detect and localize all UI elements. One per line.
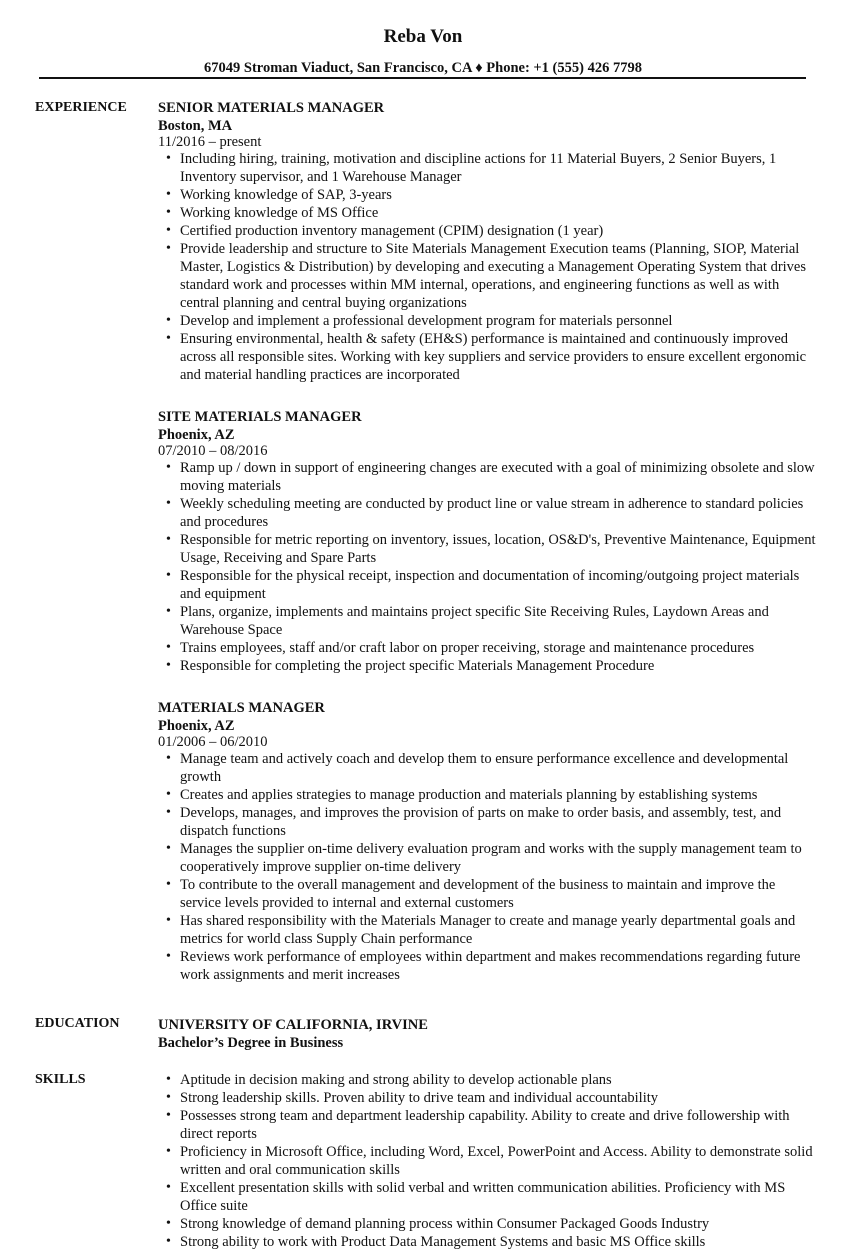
- job-duty: • Working knowledge of MS Office: [158, 204, 818, 222]
- skills-heading: SKILLS: [35, 1072, 86, 1087]
- job-title: MATERIALS MANAGER: [158, 700, 325, 716]
- job-duty: • Responsible for metric reporting on inventory, issues, location, OS&D's, Preventive Maintenance, Equipment Usage, Receiving and Spare Parts: [158, 531, 818, 567]
- contact-line: 67049 Stroman Viaduct, San Francisco, CA ♦ Phone: +1 (555) 426 7798: [204, 60, 642, 76]
- job-duties: [158, 459, 818, 675]
- job-duty: • Working knowledge of SAP, 3-years: [158, 186, 818, 204]
- job-duty: • Develops, manages, and improves the provision of parts on make to order basis, and assembly, test, and dispatch functions: [158, 804, 818, 840]
- job-duties: [158, 750, 818, 984]
- job-entry: [158, 699, 818, 984]
- job-duty: • Has shared responsibility with the Materials Manager to create and manage yearly departmental goals and metrics for world class Supply Chain performance: [158, 912, 818, 948]
- experience-heading: EXPERIENCE: [35, 100, 127, 115]
- job-duty: • Creates and applies strategies to manage production and materials planning by establishing systems: [158, 786, 818, 804]
- experience-list: [158, 99, 818, 984]
- job-duty: • Ensuring environmental, health & safety (EH&S) performance is maintained and continuously improved across all responsible sites. Working with key suppliers and service providers to ensure excellent ergonomic and material handling practices are incorporated: [158, 330, 818, 384]
- skill-item: • Excellent presentation skills with solid verbal and written communication abilities. Proficiency with MS Office suite: [158, 1179, 818, 1215]
- skill-item: • Strong ability to work with Product Data Management Systems and basic MS Office skills: [158, 1233, 818, 1251]
- job-location: Phoenix, AZ: [158, 718, 235, 734]
- job-duty: • Weekly scheduling meeting are conducted by product line or value stream in adherence to standard policies and procedures: [158, 495, 818, 531]
- job-duty: • Certified production inventory management (CPIM) designation (1 year): [158, 222, 818, 240]
- skills-list: [158, 1071, 818, 1251]
- job-duty: • Plans, organize, implements and maintains project specific Site Receiving Rules, Laydown Areas and Warehouse Space: [158, 603, 818, 639]
- skills-body: [158, 1071, 818, 1251]
- header-divider: [39, 77, 806, 79]
- education-heading: EDUCATION: [35, 1016, 120, 1031]
- job-location: Phoenix, AZ: [158, 427, 235, 443]
- job-title: SITE MATERIALS MANAGER: [158, 409, 362, 425]
- job-location: Boston, MA: [158, 118, 233, 134]
- job-duty: • Reviews work performance of employees within department and makes recommendations regarding future work assignments and merit increases: [158, 948, 818, 984]
- job-duty: • Provide leadership and structure to Site Materials Management Execution teams (Planning, SIOP, Material Master, Logistics & Distribution) by developing and executing a Management Operating System that drives standard work and processes within MM internal, operations, and engineering functions as well as with central planning and central buying organizations: [158, 240, 818, 312]
- job-duty: • To contribute to the overall management and development of the business to maintain and improve the service levels provided to internal and external customers: [158, 876, 818, 912]
- job-dates: 11/2016 – present: [158, 134, 262, 150]
- job-duty: • Responsible for completing the project specific Materials Management Procedure: [158, 657, 818, 675]
- skill-item: • Strong leadership skills. Proven ability to drive team and individual accountability: [158, 1089, 818, 1107]
- job-duty: • Manages the supplier on-time delivery evaluation program and works with the supply management team to cooperatively improve supplier on-time delivery: [158, 840, 818, 876]
- job-duty: • Responsible for the physical receipt, inspection and documentation of incoming/outgoing project materials and equipment: [158, 567, 818, 603]
- candidate-name: Reba Von: [383, 26, 463, 47]
- job-duty: • Including hiring, training, motivation and discipline actions for 11 Material Buyers, 2 Senior Buyers, 1 Inventory supervisor, and 1 Warehouse Manager: [158, 150, 818, 186]
- job-duty: • Trains employees, staff and/or craft labor on proper receiving, storage and maintenance procedures: [158, 639, 818, 657]
- job-dates: 01/2006 – 06/2010: [158, 734, 268, 750]
- skill-item: • Strong knowledge of demand planning process within Consumer Packaged Goods Industry: [158, 1215, 818, 1233]
- school-name: UNIVERSITY OF CALIFORNIA, IRVINE: [158, 1017, 428, 1033]
- job-entry: [158, 408, 818, 675]
- education-entry: [158, 1015, 818, 1052]
- job-entry: [158, 99, 818, 384]
- job-duty: • Develop and implement a professional development program for materials personnel: [158, 312, 818, 330]
- skill-item: • Proficiency in Microsoft Office, including Word, Excel, PowerPoint and Access. Ability to demonstrate solid written and oral communication skills: [158, 1143, 818, 1179]
- job-duty: • Ramp up / down in support of engineering changes are executed with a goal of minimizing obsolete and slow moving materials: [158, 459, 818, 495]
- skill-item: • Aptitude in decision making and strong ability to develop actionable plans: [158, 1071, 818, 1089]
- job-duties: [158, 150, 818, 384]
- job-duty: • Manage team and actively coach and develop them to ensure performance excellence and developmental growth: [158, 750, 818, 786]
- job-dates: 07/2010 – 08/2016: [158, 443, 268, 459]
- job-title: SENIOR MATERIALS MANAGER: [158, 100, 385, 116]
- degree-name: Bachelor’s Degree in Business: [158, 1035, 344, 1051]
- skill-item: • Possesses strong team and department leadership capability. Ability to create and drive followership with direct reports: [158, 1107, 818, 1143]
